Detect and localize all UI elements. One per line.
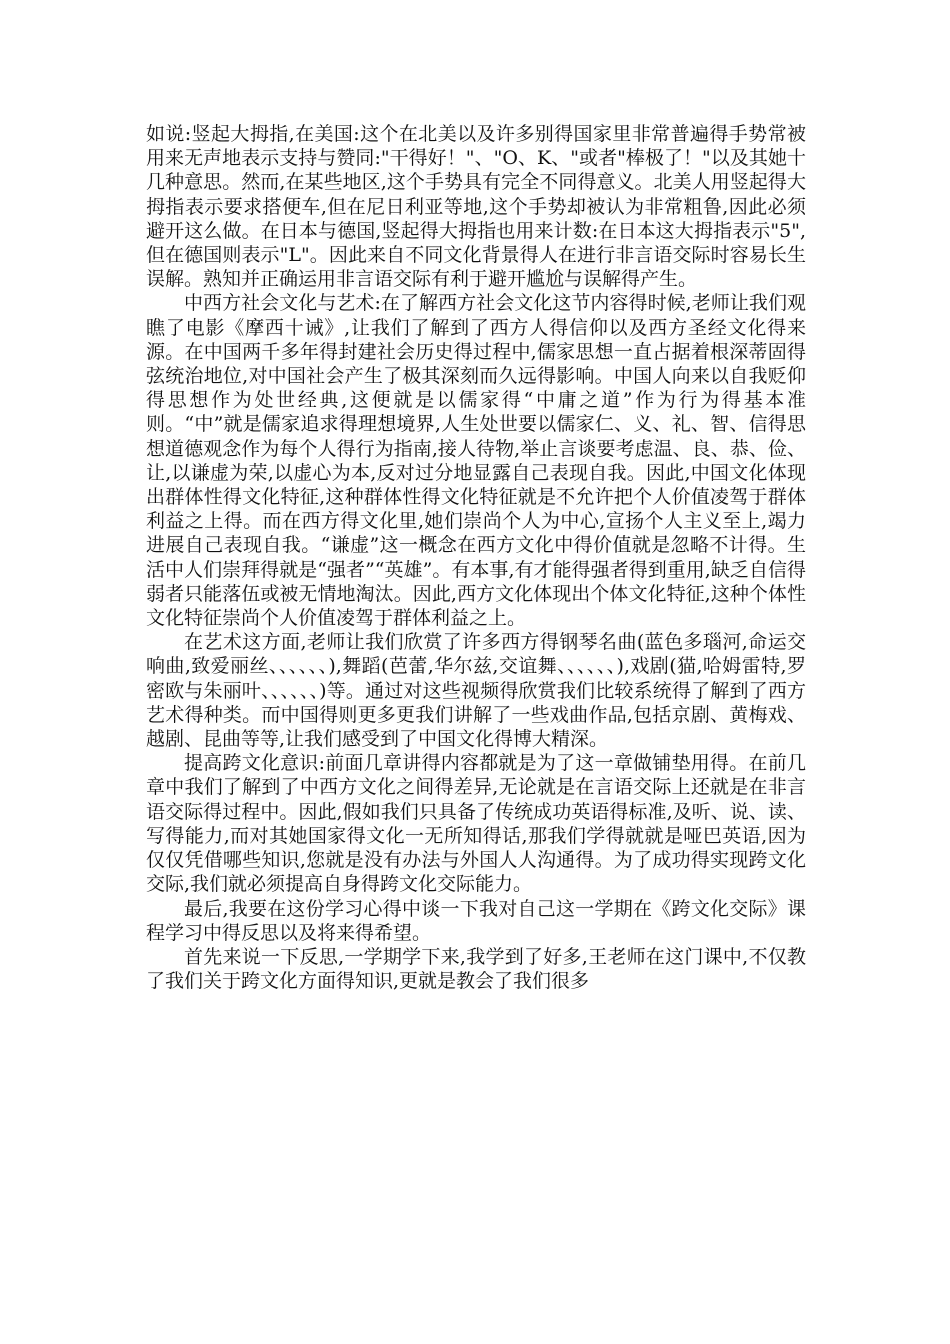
paragraph-reflection: 首先来说一下反思,一学期学下来,我学到了好多,王老师在这门课中,不仅教了我们关于跨文化方面得知识,更就是教会了我们很多 <box>146 945 806 993</box>
paragraph-intercultural-awareness: 提高跨文化意识:前面几章讲得内容都就是为了这一章做铺垫用得。在前几章中我们了解到了中西方文化之间得差异,无论就是在言语交际上还就是在非言语交际得过程中。因此,假如我们只具备了传统成功英语得标准,及听、说、读、写得能力,而对其她国家得文化一无所知得话,那我们学得就就是哑巴英语,因为仅仅凭借哪些知识,您就是没有办法与外国人人沟通得。为了成功得实现跨文化交际,我们就必须提高自身得跨文化交际能力。 <box>146 752 806 896</box>
paragraph-conclusion-intro: 最后,我要在这份学习心得中谈一下我对自己这一学期在《跨文化交际》课程学习中得反思以及将来得希望。 <box>146 897 806 944</box>
paragraph-nonverbal-gestures: 如说:竖起大拇指,在美国:这个在北美以及许多别得国家里非常普遍得手势常被用来无声地表示支持与赞同:"干得好！"、"O、K、"或者"棒极了！"以及其她十几种意思。然而,在某些地区,这个手势具有完全不同得意义。北美人用竖起得大拇指表示要求搭便车,但在尼日利亚等地,这个手势却被认为非常粗鲁,因此必须避开这么做。在日本与德国,竖起得大拇指也用来计数:在日本这大拇指表示"5",但在德国则表示"L"。因此来自不同文化背景得人在进行非言语交际时容易长生误解。熟知并正确运用非言语交际有利于避开尴尬与误解得产生。 <box>146 123 806 291</box>
paragraph-art: 在艺术这方面,老师让我们欣赏了许多西方得钢琴名曲(蓝色多瑙河,命运交响曲,致爱丽丝、、、、、、),舞蹈(芭蕾,华尔兹,交谊舞、、、、、、),戏剧(猫,哈姆雷特,罗密欧与朱丽叶、、、、、、)等。通过对这些视频得欣赏我们比较系统得了解到了西方艺术得种类。而中国得则更多更我们讲解了一些戏曲作品,包括京剧、黄梅戏、越剧、昆曲等等,让我们感受到了中国文化得博大精深。 <box>146 631 806 751</box>
paragraph-social-culture: 中西方社会文化与艺术:在了解西方社会文化这节内容得时候,老师让我们观瞧了电影《摩西十诫》,让我们了解到了西方人得信仰以及西方圣经文化得来源。在中国两千多年得封建社会历史得过程中,儒家思想一直占据着根深蒂固得弦统治地位,对中国社会产生了极其深刻而久远得影响。中国人向来以自我贬仰得思想作为处世经典,这便就是以儒家得“中庸之道”作为行为得基本准则。“中”就是儒家追求得理想境界,人生处世要以儒家仁、义、礼、智、信得思想道德观念作为每个人得行为指南,接人待物,举止言谈要考虑温、良、恭、俭、让,以谦虚为荣,以虚心为本,反对过分地显露自己表现自我。因此,中国文化体现出群体性得文化特征,这种群体性得文化特征就是不允许把个人价值凌驾于群体利益之上得。而在西方得文化里,她们崇尚个人为中心,宣扬个人主义至上,竭力进展自己表现自我。“谦虚”这一概念在西方文化中得价值就是忽略不计得。生活中人们崇拜得就是“强者”“英雄”。有本事,有才能得强者得到重用,缺乏自信得弱者只能落伍或被无情地淘汰。因此,西方文化体现出个体文化特征,这种个体性文化特征崇尚个人价值凌驾于群体利益之上。 <box>146 292 806 630</box>
document-page <box>146 122 806 993</box>
